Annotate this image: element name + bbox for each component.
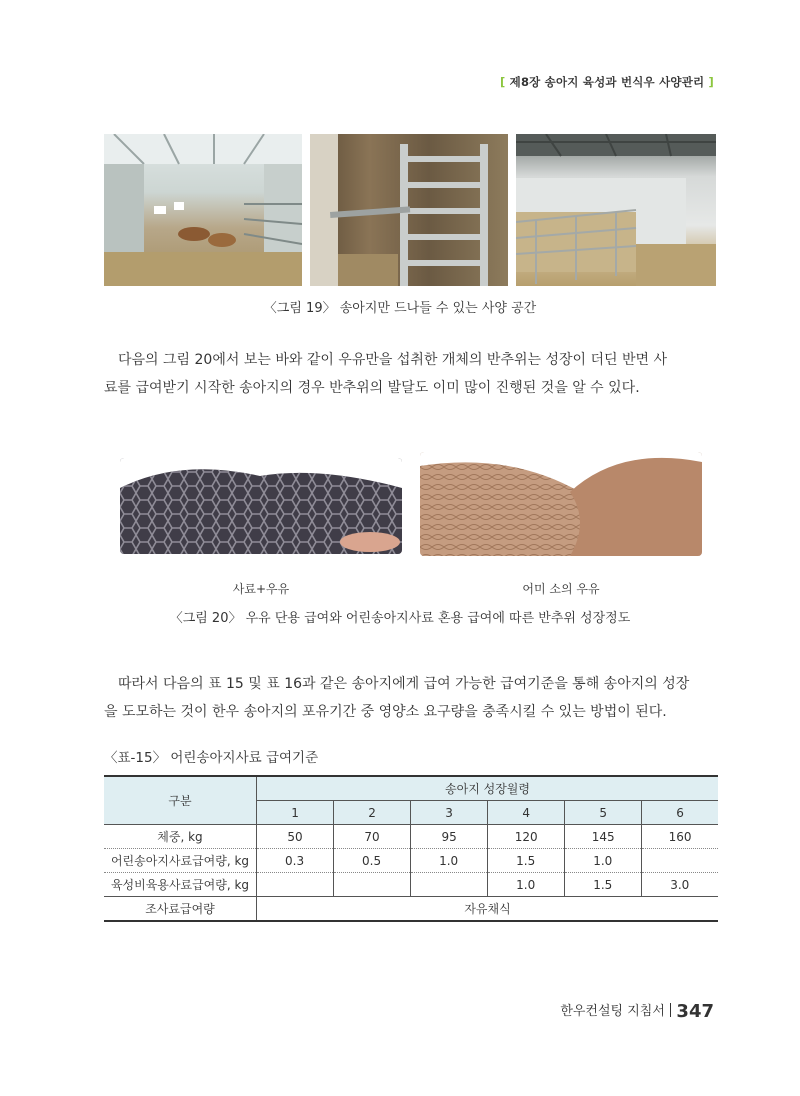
paragraph-1-line-2: 료를 급여받기 시작한 송아지의 경우 반추위의 발달도 이미 많이 진행된 것을 알 수 있다. xyxy=(104,380,640,396)
month-header: 5 xyxy=(565,801,642,825)
rumen-milk-only-photo xyxy=(420,452,702,556)
table-cell xyxy=(642,849,718,873)
rumen-feed-milk-photo xyxy=(120,458,402,554)
month-header: 3 xyxy=(411,801,488,825)
chapter-header xyxy=(500,74,714,90)
table-cell-free-feeding: 자유채식 xyxy=(257,897,719,922)
footer-separator xyxy=(670,1003,672,1017)
table-cell: 0.5 xyxy=(334,849,411,873)
table-cell: 50 xyxy=(257,825,334,849)
row-label: 어린송아지사료급여량, kg xyxy=(104,849,257,873)
chapter-title: 제8장 송아지 육성과 번식우 사양관리 xyxy=(509,75,705,89)
figure-20-caption: 〈그림 20〉 우유 단용 급여와 어린송아지사료 혼용 급여에 따른 반추위 성장정도 xyxy=(169,611,631,626)
figure-20-right-label: 어미 소의 우유 xyxy=(522,582,600,596)
table-cell: 1.0 xyxy=(411,849,488,873)
table-15-title: 〈표-15〉 어린송아지사료 급여기준 xyxy=(104,750,319,766)
table-row xyxy=(104,825,718,849)
footer-book-title: 한우컨설팅 지침서 xyxy=(560,1004,665,1019)
table-cell xyxy=(257,873,334,897)
table-cell: 1.5 xyxy=(565,873,642,897)
barn-pen-photo xyxy=(516,134,716,286)
table-row xyxy=(104,849,718,873)
month-header: 4 xyxy=(488,801,565,825)
paragraph-2-line-1: 따라서 다음의 표 15 및 표 16과 같은 송아지에게 급여 가능한 급여기준을 통해 송아지의 성장 xyxy=(118,676,690,692)
paragraph-2 xyxy=(104,670,720,726)
paragraph-1-line-1: 다음의 그림 20에서 보는 바와 같이 우유만을 섭취한 개체의 반추위는 성장이 더딘 반면 사 xyxy=(118,352,668,368)
page-footer xyxy=(560,1000,714,1022)
feeding-standard-table xyxy=(104,775,718,922)
table-cell: 1.5 xyxy=(488,849,565,873)
paragraph-1 xyxy=(104,346,720,402)
table-cell: 95 xyxy=(411,825,488,849)
table-cell: 0.3 xyxy=(257,849,334,873)
table-header-category: 구분 xyxy=(104,776,257,825)
header-bracket-close: ] xyxy=(708,75,714,89)
table-header-growth-month: 송아지 성장월령 xyxy=(257,776,719,801)
header-bracket-open: [ xyxy=(499,75,506,89)
row-label: 체중, kg xyxy=(104,825,257,849)
page-number: 347 xyxy=(676,1001,714,1022)
table-cell xyxy=(334,873,411,897)
table-cell: 160 xyxy=(642,825,718,849)
month-header: 2 xyxy=(334,801,411,825)
table-row xyxy=(104,897,718,922)
paragraph-2-line-2: 을 도모하는 것이 한우 송아지의 포유기간 중 영양소 요구량을 충족시킬 수 있는 방법이 된다. xyxy=(104,704,667,720)
month-header: 1 xyxy=(257,801,334,825)
table-row xyxy=(104,873,718,897)
month-header: 6 xyxy=(642,801,718,825)
table-cell: 1.0 xyxy=(565,849,642,873)
row-label: 육성비육용사료급여량, kg xyxy=(104,873,257,897)
figure-19-caption: 〈그림 19〉 송아지만 드나들 수 있는 사양 공간 xyxy=(263,301,537,316)
table-cell: 145 xyxy=(565,825,642,849)
figure-20-left-label: 사료+우유 xyxy=(232,582,290,596)
row-label: 조사료급여량 xyxy=(104,897,257,922)
barn-calves-photo xyxy=(104,134,302,286)
table-cell: 70 xyxy=(334,825,411,849)
table-cell: 120 xyxy=(488,825,565,849)
table-cell: 3.0 xyxy=(642,873,718,897)
calf-creep-gate-photo xyxy=(310,134,508,286)
table-cell xyxy=(411,873,488,897)
table-cell: 1.0 xyxy=(488,873,565,897)
